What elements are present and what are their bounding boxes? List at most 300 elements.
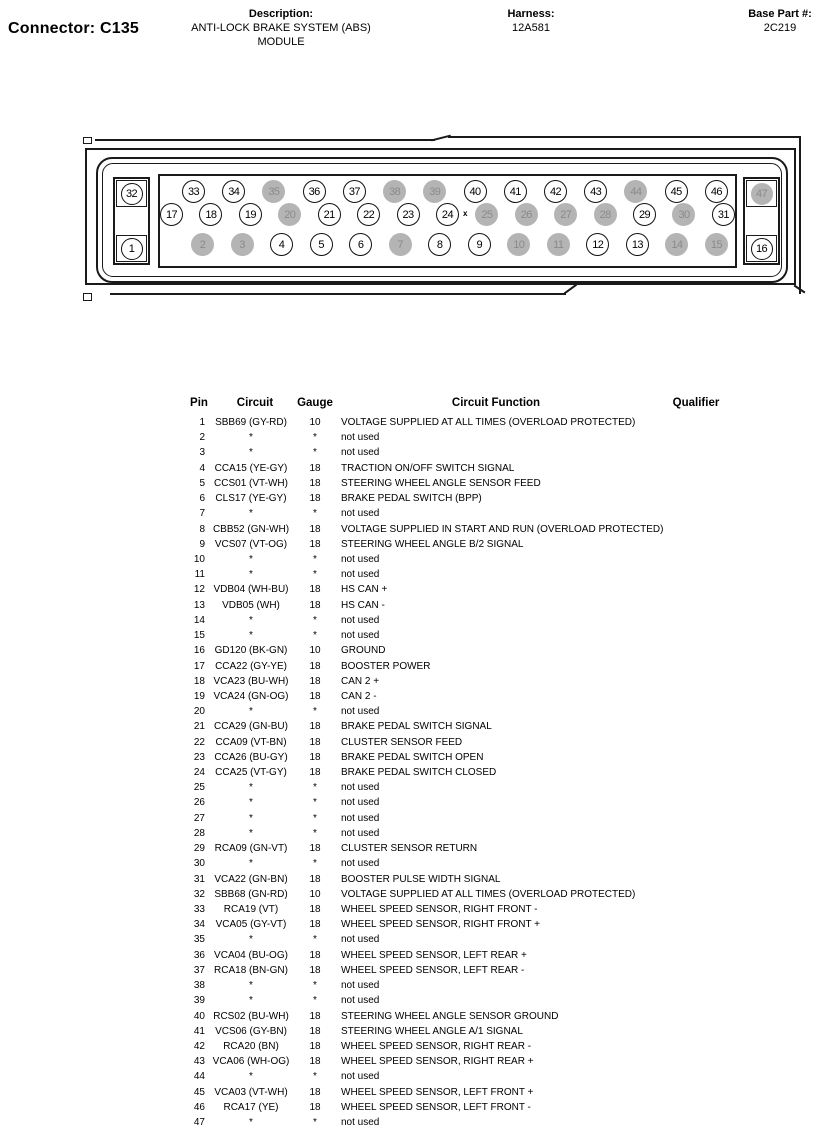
cell-gauge: * xyxy=(313,1117,317,1129)
cell-pin: 46 xyxy=(193,1101,205,1113)
cell-circuit: * xyxy=(249,706,253,718)
cell-qualifier xyxy=(651,978,741,993)
cell-pin: 43 xyxy=(193,1056,205,1068)
table-row xyxy=(185,598,741,613)
cell-pin: 14 xyxy=(193,614,205,626)
cell-circuit: CLS17 (YE-GY) xyxy=(215,493,287,505)
cell-pin: 31 xyxy=(193,873,205,885)
pin: 37 xyxy=(343,180,366,203)
pin: 5 xyxy=(310,233,333,256)
cell-function: WHEEL SPEED SENSOR, LEFT REAR - xyxy=(341,964,525,976)
pin: 9 xyxy=(468,233,491,256)
cell-gauge: 18 xyxy=(309,964,321,976)
cell-pin: 10 xyxy=(193,553,205,565)
cell-circuit: VCA03 (VT-WH) xyxy=(214,1086,288,1098)
description-value-line2: MODULE xyxy=(257,36,305,48)
cell-gauge: 18 xyxy=(309,584,321,596)
cell-circuit: RCS02 (BU-WH) xyxy=(213,1010,289,1022)
cell-function: STEERING WHEEL ANGLE SENSOR GROUND xyxy=(341,1010,559,1022)
cell-circuit: VCS06 (GY-BN) xyxy=(215,1025,287,1037)
table-row xyxy=(185,1039,741,1054)
cell-function: not used xyxy=(341,995,380,1007)
cell-gauge: 18 xyxy=(309,904,321,915)
cell-qualifier xyxy=(651,963,741,978)
table-row xyxy=(185,552,741,567)
cell-pin: 28 xyxy=(193,827,205,839)
cell-pin: 37 xyxy=(193,964,205,976)
cell-gauge: 18 xyxy=(309,1010,321,1022)
pin: 38 xyxy=(383,180,406,203)
pin: 29 xyxy=(633,203,656,226)
header-pin: Pin xyxy=(190,397,208,409)
table-row xyxy=(185,476,741,491)
cell-gauge: 10 xyxy=(309,417,321,428)
cell-pin: 17 xyxy=(193,660,205,672)
table-row xyxy=(185,795,741,810)
cell-circuit: RCA19 (VT) xyxy=(223,904,279,915)
pin: 45 xyxy=(665,180,688,203)
cell-circuit: CCA25 (VT-GY) xyxy=(215,767,287,779)
pin-cell-32 xyxy=(116,180,147,207)
pin: 6 xyxy=(349,233,372,256)
cell-qualifier xyxy=(651,537,741,552)
cell-gauge: * xyxy=(313,447,317,459)
cell-pin: 21 xyxy=(193,721,205,733)
cell-qualifier xyxy=(651,430,741,445)
cell-circuit: CCA29 (GN-BU) xyxy=(214,721,288,733)
cell-function: STEERING WHEEL ANGLE B/2 SIGNAL xyxy=(341,538,524,550)
cell-function: BOOSTER PULSE WIDTH SIGNAL xyxy=(341,873,501,885)
cell-pin: 1 xyxy=(199,417,205,428)
cell-function: CAN 2 - xyxy=(341,690,377,702)
cell-circuit: * xyxy=(249,432,253,444)
cell-function: BRAKE PEDAL SWITCH SIGNAL xyxy=(341,721,492,733)
cell-gauge: 18 xyxy=(309,736,321,748)
pin: 24 xyxy=(436,203,459,226)
cell-qualifier xyxy=(651,948,741,963)
cell-qualifier xyxy=(651,1009,741,1024)
table-row xyxy=(185,567,741,582)
pin: 26 xyxy=(515,203,538,226)
housing-right-edge xyxy=(799,136,801,294)
cell-pin: 33 xyxy=(193,904,205,915)
cell-qualifier xyxy=(651,841,741,856)
pin: 13 xyxy=(626,233,649,256)
cell-qualifier xyxy=(651,856,741,871)
cell-gauge: * xyxy=(313,614,317,626)
cell-function: TRACTION ON/OFF SWITCH SIGNAL xyxy=(341,462,515,474)
housing-bottom-edge xyxy=(110,293,566,295)
cell-gauge: 10 xyxy=(309,888,321,900)
cell-pin: 36 xyxy=(193,949,205,961)
pin: 35 xyxy=(262,180,285,203)
cell-qualifier xyxy=(651,674,741,689)
cell-circuit: * xyxy=(249,508,253,520)
cell-function: WHEEL SPEED SENSOR, RIGHT REAR - xyxy=(341,1040,532,1052)
pin: 21 xyxy=(318,203,341,226)
table-row xyxy=(185,856,741,871)
pin: 14 xyxy=(665,233,688,256)
cell-circuit: * xyxy=(249,553,253,565)
cell-circuit: * xyxy=(249,1117,253,1129)
cell-function: not used xyxy=(341,569,380,581)
cell-qualifier xyxy=(651,811,741,826)
cell-gauge: 18 xyxy=(309,493,321,505)
cell-qualifier xyxy=(651,1039,741,1054)
cell-gauge: * xyxy=(313,630,317,642)
cell-gauge: 18 xyxy=(309,1040,321,1052)
cell-pin: 24 xyxy=(193,767,205,779)
table-row xyxy=(185,537,741,552)
header-gauge: Gauge xyxy=(297,397,333,409)
cell-function: not used xyxy=(341,1117,380,1129)
cell-circuit: VCA22 (GN-BN) xyxy=(214,873,288,885)
table-row xyxy=(185,1085,741,1100)
pin-cell-47 xyxy=(746,180,777,207)
cell-pin: 34 xyxy=(193,919,205,931)
cell-gauge: * xyxy=(313,569,317,581)
cell-circuit: VDB05 (WH) xyxy=(222,599,280,611)
cell-qualifier xyxy=(651,506,741,521)
table-row xyxy=(185,750,741,765)
description-value-line1: ANTI-LOCK BRAKE SYSTEM (ABS) xyxy=(191,22,371,34)
cell-circuit: SBB69 (GY-RD) xyxy=(215,417,287,428)
table-row xyxy=(185,993,741,1008)
housing-tab-top-left xyxy=(83,137,92,144)
pin: 43 xyxy=(584,180,607,203)
cell-pin: 32 xyxy=(193,888,205,900)
cell-function: not used xyxy=(341,630,380,642)
harness-value: 12A581 xyxy=(512,22,550,34)
housing-bottom-step xyxy=(564,284,577,294)
cell-function: WHEEL SPEED SENSOR, RIGHT FRONT + xyxy=(341,919,541,931)
cell-circuit: VCS07 (VT-OG) xyxy=(214,538,288,550)
pin-16: 16 xyxy=(751,238,773,260)
cell-qualifier xyxy=(651,795,741,810)
connector-title: Connector: C135 xyxy=(8,20,140,37)
cell-gauge: 10 xyxy=(309,645,321,657)
cell-qualifier xyxy=(651,445,741,460)
table-row xyxy=(185,643,741,658)
cell-qualifier xyxy=(651,872,741,887)
cell-gauge: 18 xyxy=(309,660,321,672)
keying-mark: x xyxy=(463,209,468,218)
cell-function: not used xyxy=(341,934,380,946)
cell-gauge: * xyxy=(313,995,317,1007)
pin: 15 xyxy=(705,233,728,256)
cell-gauge: 18 xyxy=(309,949,321,961)
cell-qualifier xyxy=(651,659,741,674)
cell-qualifier xyxy=(651,1085,741,1100)
cell-pin: 42 xyxy=(193,1040,205,1052)
cell-function: not used xyxy=(341,614,380,626)
pin-row-bottom xyxy=(191,233,728,256)
cell-pin: 20 xyxy=(193,706,205,718)
table-row xyxy=(185,932,741,947)
table-body xyxy=(185,415,741,1130)
cell-pin: 16 xyxy=(193,645,205,657)
cell-function: GROUND xyxy=(341,645,386,657)
description-label: Description: xyxy=(248,8,314,20)
cell-circuit: SBB68 (GN-RD) xyxy=(214,888,288,900)
pin: 20 xyxy=(278,203,301,226)
table-row xyxy=(185,491,741,506)
pin: 30 xyxy=(672,203,695,226)
cell-gauge: * xyxy=(313,934,317,946)
cell-qualifier xyxy=(651,1069,741,1084)
base-part-label: Base Part #: xyxy=(748,8,812,20)
table-row xyxy=(185,719,741,734)
cell-pin: 29 xyxy=(193,843,205,855)
cell-gauge: * xyxy=(313,553,317,565)
cell-function: not used xyxy=(341,827,380,839)
cell-circuit: CCA09 (VT-BN) xyxy=(215,736,287,748)
cell-qualifier xyxy=(651,1100,741,1115)
pin: 33 xyxy=(182,180,205,203)
cell-function: not used xyxy=(341,797,380,809)
cell-circuit: VCA06 (WH-OG) xyxy=(212,1056,290,1068)
cell-qualifier xyxy=(651,750,741,765)
cell-qualifier xyxy=(651,415,741,430)
cell-function: VOLTAGE SUPPLIED IN START AND RUN (OVERLOAD PROTECTED) xyxy=(341,523,664,535)
cell-gauge: 18 xyxy=(309,1086,321,1098)
cell-gauge: * xyxy=(313,432,317,444)
table-row xyxy=(185,506,741,521)
cell-qualifier xyxy=(651,1115,741,1130)
housing-top-edge-left xyxy=(95,139,435,141)
table-row xyxy=(185,735,741,750)
cell-gauge: 18 xyxy=(309,767,321,779)
cell-circuit: VDB04 (WH-BU) xyxy=(213,584,289,596)
cell-circuit: VCA04 (BU-OG) xyxy=(214,949,288,961)
cell-gauge: 18 xyxy=(309,675,321,687)
pin: 39 xyxy=(423,180,446,203)
cell-function: BRAKE PEDAL SWITCH (BPP) xyxy=(341,493,482,505)
table-row xyxy=(185,628,741,643)
cell-pin: 2 xyxy=(199,432,205,444)
housing-top-edge-right xyxy=(448,136,800,138)
cell-pin: 25 xyxy=(193,782,205,794)
pin: 23 xyxy=(397,203,420,226)
table-row xyxy=(185,887,741,902)
cell-qualifier xyxy=(651,1024,741,1039)
header-qualifier: Qualifier xyxy=(672,397,720,409)
cell-pin: 39 xyxy=(193,995,205,1007)
table-row xyxy=(185,1115,741,1130)
cell-gauge: * xyxy=(313,797,317,809)
cell-qualifier xyxy=(651,522,741,537)
cell-pin: 45 xyxy=(193,1086,205,1098)
cell-pin: 41 xyxy=(193,1025,205,1037)
table-row xyxy=(185,872,741,887)
cell-qualifier xyxy=(651,704,741,719)
table-row xyxy=(185,811,741,826)
description-block xyxy=(160,8,402,49)
cell-circuit: * xyxy=(249,447,253,459)
pin: 40 xyxy=(464,180,487,203)
cell-function: VOLTAGE SUPPLIED AT ALL TIMES (OVERLOAD PROTECTED) xyxy=(341,417,636,428)
cell-qualifier xyxy=(651,917,741,932)
cell-gauge: 18 xyxy=(309,721,321,733)
pin: 18 xyxy=(199,203,222,226)
cell-function: not used xyxy=(341,706,380,718)
table-row xyxy=(185,522,741,537)
cell-circuit: RCA18 (BN-GN) xyxy=(214,964,288,976)
cell-qualifier xyxy=(651,826,741,841)
cell-function: WHEEL SPEED SENSOR, LEFT FRONT + xyxy=(341,1086,534,1098)
pin: 22 xyxy=(357,203,380,226)
cell-gauge: * xyxy=(313,508,317,520)
cell-gauge: 18 xyxy=(309,843,321,855)
cell-qualifier xyxy=(651,598,741,613)
header-circuit: Circuit xyxy=(236,397,274,409)
cell-qualifier xyxy=(651,993,741,1008)
cell-circuit: CCA15 (YE-GY) xyxy=(214,462,288,474)
cell-pin: 12 xyxy=(193,584,205,596)
cell-function: BRAKE PEDAL SWITCH OPEN xyxy=(341,751,484,763)
cell-function: CAN 2 + xyxy=(341,675,380,687)
table-row xyxy=(185,461,741,476)
cell-circuit: RCA20 (BN) xyxy=(223,1040,279,1052)
table-row xyxy=(185,1024,741,1039)
cell-function: not used xyxy=(341,858,380,870)
cell-qualifier xyxy=(651,780,741,795)
cell-qualifier xyxy=(651,1054,741,1069)
pin: 7 xyxy=(389,233,412,256)
table-row xyxy=(185,582,741,597)
cell-qualifier xyxy=(651,628,741,643)
cell-circuit: CCA22 (GY-YE) xyxy=(215,660,287,672)
cell-pin: 5 xyxy=(199,477,205,489)
cell-qualifier xyxy=(651,735,741,750)
cell-function: not used xyxy=(341,1071,380,1083)
cell-gauge: 18 xyxy=(309,477,321,489)
cell-gauge: * xyxy=(313,706,317,718)
cell-circuit: * xyxy=(249,1071,253,1083)
table-row xyxy=(185,826,741,841)
cell-qualifier xyxy=(651,643,741,658)
pin: 4 xyxy=(270,233,293,256)
table-row xyxy=(185,948,741,963)
cell-pin: 6 xyxy=(199,493,205,505)
cell-function: not used xyxy=(341,980,380,992)
pin: 12 xyxy=(586,233,609,256)
cell-function: WHEEL SPEED SENSOR, RIGHT FRONT - xyxy=(341,904,538,915)
cell-circuit: CBB52 (GN-WH) xyxy=(212,523,290,535)
cell-pin: 4 xyxy=(199,462,205,474)
table-row xyxy=(185,1009,741,1024)
cell-function: not used xyxy=(341,553,380,565)
table-header-row xyxy=(185,397,741,415)
cell-function: WHEEL SPEED SENSOR, LEFT FRONT - xyxy=(341,1101,531,1113)
cell-pin: 26 xyxy=(193,797,205,809)
cell-qualifier xyxy=(651,719,741,734)
cell-gauge: 18 xyxy=(309,599,321,611)
cell-qualifier xyxy=(651,476,741,491)
cell-circuit: * xyxy=(249,569,253,581)
table-row xyxy=(185,704,741,719)
cell-pin: 38 xyxy=(193,980,205,992)
harness-label: Harness: xyxy=(507,8,555,20)
cell-pin: 30 xyxy=(193,858,205,870)
cell-pin: 8 xyxy=(199,523,205,535)
cell-gauge: 18 xyxy=(309,1025,321,1037)
cell-pin: 22 xyxy=(193,736,205,748)
cell-circuit: GD120 (BK-GN) xyxy=(214,645,288,657)
cell-function: not used xyxy=(341,812,380,824)
table-row xyxy=(185,674,741,689)
cell-circuit: * xyxy=(249,630,253,642)
cell-circuit: * xyxy=(249,980,253,992)
cell-circuit: * xyxy=(249,812,253,824)
cell-gauge: * xyxy=(313,827,317,839)
cell-pin: 7 xyxy=(199,508,205,520)
table-row xyxy=(185,917,741,932)
cell-pin: 47 xyxy=(193,1117,205,1129)
cell-gauge: 18 xyxy=(309,538,321,550)
cell-pin: 27 xyxy=(193,812,205,824)
pin: 46 xyxy=(705,180,728,203)
pin-47: 47 xyxy=(751,183,773,205)
cell-pin: 35 xyxy=(193,934,205,946)
pin: 11 xyxy=(547,233,570,256)
cell-qualifier xyxy=(651,491,741,506)
cell-function: not used xyxy=(341,432,380,444)
cell-gauge: * xyxy=(313,980,317,992)
table-row xyxy=(185,415,741,430)
cell-function: VOLTAGE SUPPLIED AT ALL TIMES (OVERLOAD PROTECTED) xyxy=(341,888,636,900)
cell-circuit: RCA09 (GN-VT) xyxy=(214,843,288,855)
pin-32: 32 xyxy=(121,183,143,205)
base-part-block xyxy=(710,8,829,35)
housing-tab-bottom-left xyxy=(83,293,92,301)
table-row xyxy=(185,841,741,856)
cell-circuit: * xyxy=(249,614,253,626)
table-row xyxy=(185,430,741,445)
cell-pin: 11 xyxy=(194,569,205,581)
cell-pin: 40 xyxy=(193,1010,205,1022)
cell-function: HS CAN - xyxy=(341,599,385,611)
table-row xyxy=(185,659,741,674)
pin: 10 xyxy=(507,233,530,256)
pin-cell-1 xyxy=(116,235,147,262)
cell-circuit: * xyxy=(249,934,253,946)
cell-function: WHEEL SPEED SENSOR, RIGHT REAR + xyxy=(341,1056,534,1068)
table-row xyxy=(185,445,741,460)
cell-gauge: * xyxy=(313,782,317,794)
cell-circuit: CCA26 (BU-GY) xyxy=(214,751,288,763)
table-row xyxy=(185,1054,741,1069)
table-row xyxy=(185,1100,741,1115)
pin: 31 xyxy=(712,203,735,226)
table-row xyxy=(185,963,741,978)
base-part-value: 2C219 xyxy=(763,22,797,34)
cell-function: CLUSTER SENSOR FEED xyxy=(341,736,463,748)
cell-pin: 18 xyxy=(193,675,205,687)
cell-circuit: * xyxy=(249,995,253,1007)
pin: 8 xyxy=(428,233,451,256)
cell-pin: 15 xyxy=(193,630,205,642)
cell-circuit: * xyxy=(249,797,253,809)
pin: 3 xyxy=(231,233,254,256)
cell-function: HS CAN + xyxy=(341,584,388,596)
pin: 27 xyxy=(554,203,577,226)
cell-qualifier xyxy=(651,552,741,567)
table-row xyxy=(185,613,741,628)
pin-1: 1 xyxy=(121,238,143,260)
table-row xyxy=(185,902,741,917)
cell-qualifier xyxy=(651,461,741,476)
